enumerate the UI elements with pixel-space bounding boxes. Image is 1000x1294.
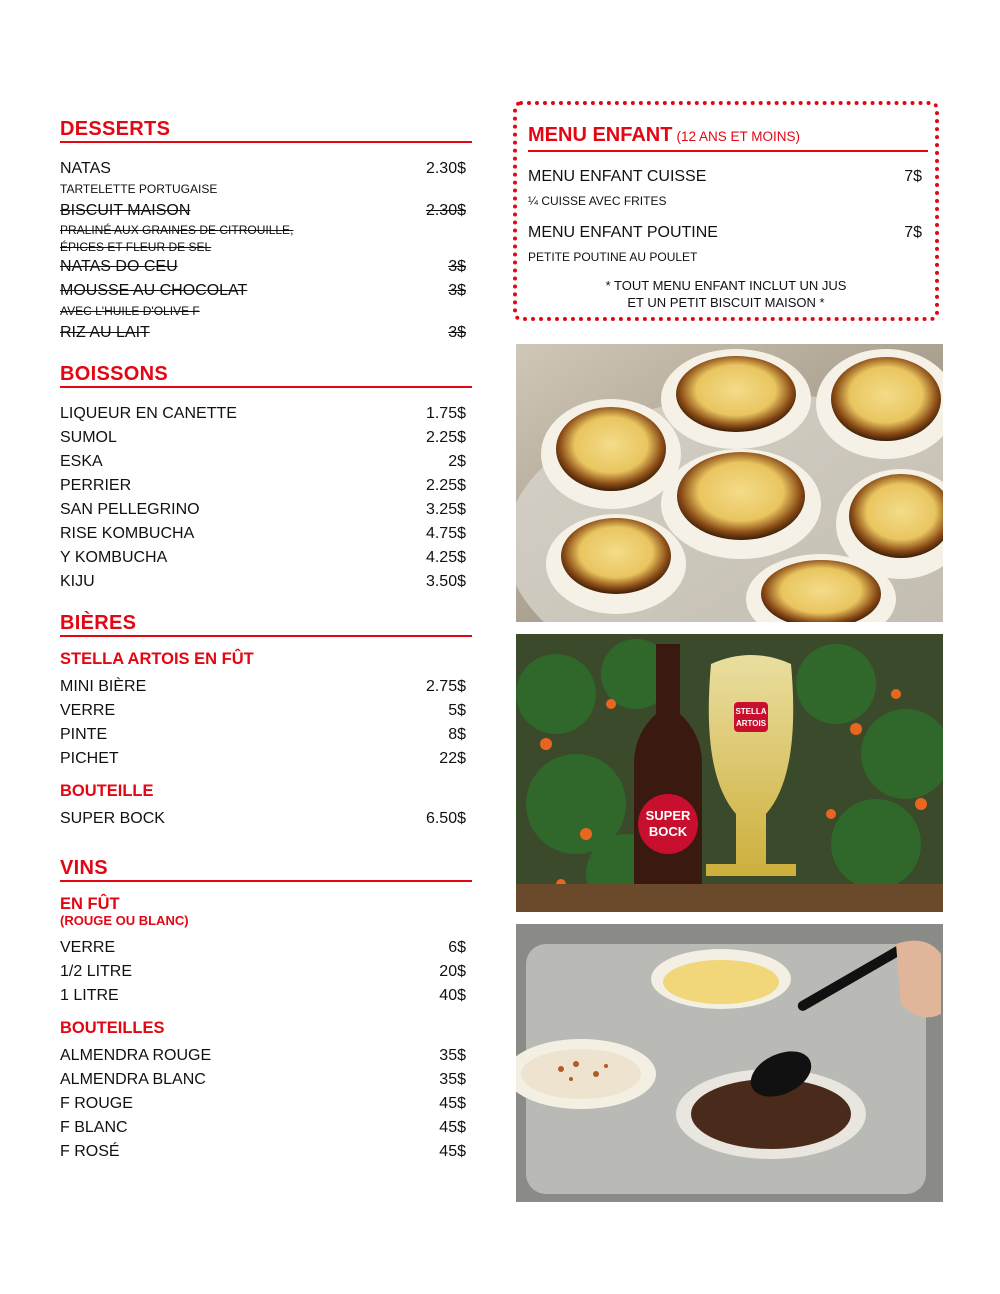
item-price: 6$ — [448, 939, 466, 956]
beer-illustration — [516, 634, 943, 912]
item-name: BISCUIT MAISON — [60, 202, 191, 219]
glass-label-text: ARTOIS — [735, 719, 767, 728]
kids-item — [528, 165, 922, 189]
wine-item — [60, 1068, 466, 1092]
wine-item — [60, 984, 466, 1008]
item-name: F BLANC — [60, 1119, 128, 1136]
item-price: 35$ — [439, 1047, 466, 1064]
bottle-beer-label: BOUTEILLE — [60, 782, 154, 800]
item-price: 3.50$ — [425, 573, 466, 590]
item-price: 2$ — [448, 453, 466, 470]
draft-beer-label: STELLA ARTOIS EN FÛT — [60, 650, 254, 668]
glass-label-text: STELLA — [735, 707, 767, 716]
drink-item — [60, 426, 466, 450]
item-name: PERRIER — [60, 477, 132, 494]
item-price: 2.30$ — [425, 202, 466, 219]
item-price: 7$ — [904, 224, 922, 241]
item-name: NATAS — [60, 160, 111, 177]
beer-photo — [516, 634, 943, 912]
vins-title: VINS — [60, 857, 472, 882]
item-price: 2.75$ — [425, 678, 466, 695]
wine-item — [60, 1116, 466, 1140]
item-price: 1.75$ — [425, 405, 466, 422]
item-price: 20$ — [439, 963, 466, 980]
kids-menu-list — [528, 165, 922, 269]
item-price: 2.30$ — [425, 160, 466, 177]
item-name: F ROSÉ — [60, 1143, 120, 1160]
beer-item — [60, 699, 466, 723]
drink-item — [60, 522, 466, 546]
dessert-item — [60, 279, 466, 303]
item-price: 45$ — [439, 1143, 466, 1160]
natas-illustration — [516, 344, 943, 622]
item-name: SUPER BOCK — [60, 810, 165, 827]
dessert-item — [60, 255, 466, 279]
dessert-cups-photo — [516, 924, 943, 1202]
dessert-item — [60, 157, 466, 181]
boissons-list — [60, 402, 472, 594]
item-price: 22$ — [439, 750, 466, 767]
kids-menu-box — [513, 101, 939, 321]
kids-menu-note — [517, 277, 935, 311]
bottle-label-text: SUPER — [645, 808, 691, 823]
kids-item — [528, 221, 922, 245]
natas-photo — [516, 344, 943, 622]
boissons-title: BOISSONS — [60, 363, 472, 388]
item-description: AVEC L'HUILE D'OLIVE F — [60, 304, 200, 318]
dessert-item — [60, 321, 466, 345]
item-name: MENU ENFANT POUTINE — [528, 224, 718, 241]
drink-item — [60, 402, 466, 426]
item-name: VERRE — [60, 939, 116, 956]
bottle-wine-label: BOUTEILLES — [60, 1019, 165, 1037]
desserts-section — [60, 118, 472, 345]
drink-item — [60, 474, 466, 498]
item-price: 4.75$ — [425, 525, 466, 542]
item-name: SAN PELLEGRINO — [60, 501, 200, 518]
draft-wine-label: EN FÛT — [60, 895, 120, 913]
bottle-label-text: BOCK — [648, 824, 688, 839]
item-price: 7$ — [904, 168, 922, 185]
vins-list — [60, 894, 472, 1164]
item-name: ALMENDRA ROUGE — [60, 1047, 212, 1064]
item-price: 3$ — [448, 258, 466, 275]
item-name: VERRE — [60, 702, 116, 719]
item-name: KIJU — [60, 573, 95, 590]
kids-menu-heading: MENU ENFANT — [528, 124, 673, 146]
item-name: MOUSSE AU CHOCOLAT — [60, 282, 248, 299]
item-price: 5$ — [448, 702, 466, 719]
item-price: 8$ — [448, 726, 466, 743]
item-name: F ROUGE — [60, 1095, 133, 1112]
bieres-list — [60, 649, 472, 831]
beer-item — [60, 723, 466, 747]
item-name: LIQUEUR EN CANETTE — [60, 405, 237, 422]
dessert-cups-illustration — [516, 924, 943, 1202]
item-description: ÉPICES ET FLEUR DE SEL — [60, 240, 212, 254]
item-description: PETITE POUTINE AU POULET — [528, 250, 698, 264]
vins-section — [60, 857, 472, 1164]
wine-item — [60, 936, 466, 960]
note-line: * TOUT MENU ENFANT INCLUT UN JUS — [605, 278, 847, 293]
item-price: 45$ — [439, 1095, 466, 1112]
item-price: 45$ — [439, 1119, 466, 1136]
wine-item — [60, 1092, 466, 1116]
wine-item — [60, 960, 466, 984]
item-name: MENU ENFANT CUISSE — [528, 168, 707, 185]
item-price: 2.25$ — [425, 429, 466, 446]
drink-item — [60, 546, 466, 570]
menu-left-column — [60, 118, 472, 1182]
item-price: 3.25$ — [425, 501, 466, 518]
bieres-title: BIÈRES — [60, 612, 472, 637]
bieres-section — [60, 612, 472, 831]
wine-item — [60, 1044, 466, 1068]
item-description: PRALINÉ AUX GRAINES DE CITROUILLE, — [60, 223, 294, 237]
beer-item — [60, 807, 466, 831]
item-name: ALMENDRA BLANC — [60, 1071, 206, 1088]
kids-menu-title — [528, 123, 928, 152]
item-name: RIZ AU LAIT — [60, 324, 150, 341]
draft-wine-sublabel: (ROUGE OU BLANC) — [60, 913, 189, 928]
item-price: 3$ — [448, 324, 466, 341]
desserts-list — [60, 157, 472, 345]
dessert-item — [60, 199, 466, 223]
item-name: PICHET — [60, 750, 119, 767]
item-price: 6.50$ — [425, 810, 466, 827]
note-line: ET UN PETIT BISCUIT MAISON * — [627, 295, 825, 310]
item-name: ESKA — [60, 453, 103, 470]
beer-item — [60, 747, 466, 771]
item-name: MINI BIÈRE — [60, 678, 147, 695]
drink-item — [60, 498, 466, 522]
item-price: 40$ — [439, 987, 466, 1004]
kids-menu-age: (12 ANS ET MOINS) — [676, 129, 800, 144]
item-name: 1/2 LITRE — [60, 963, 133, 980]
item-name: Y KOMBUCHA — [60, 549, 168, 566]
item-description: TARTELETTE PORTUGAISE — [60, 182, 218, 196]
beer-item — [60, 675, 466, 699]
desserts-title: DESSERTS — [60, 118, 472, 143]
item-price: 4.25$ — [425, 549, 466, 566]
drink-item — [60, 450, 466, 474]
item-name: NATAS DO CEU — [60, 258, 178, 275]
item-name: SUMOL — [60, 429, 117, 446]
item-price: 35$ — [439, 1071, 466, 1088]
item-name: PINTE — [60, 726, 108, 743]
item-description: ¼ CUISSE AVEC FRITES — [528, 194, 667, 208]
item-price: 3$ — [448, 282, 466, 299]
drink-item — [60, 570, 466, 594]
item-name: RISE KOMBUCHA — [60, 525, 195, 542]
boissons-section — [60, 363, 472, 594]
wine-item — [60, 1140, 466, 1164]
item-name: 1 LITRE — [60, 987, 119, 1004]
item-price: 2.25$ — [425, 477, 466, 494]
